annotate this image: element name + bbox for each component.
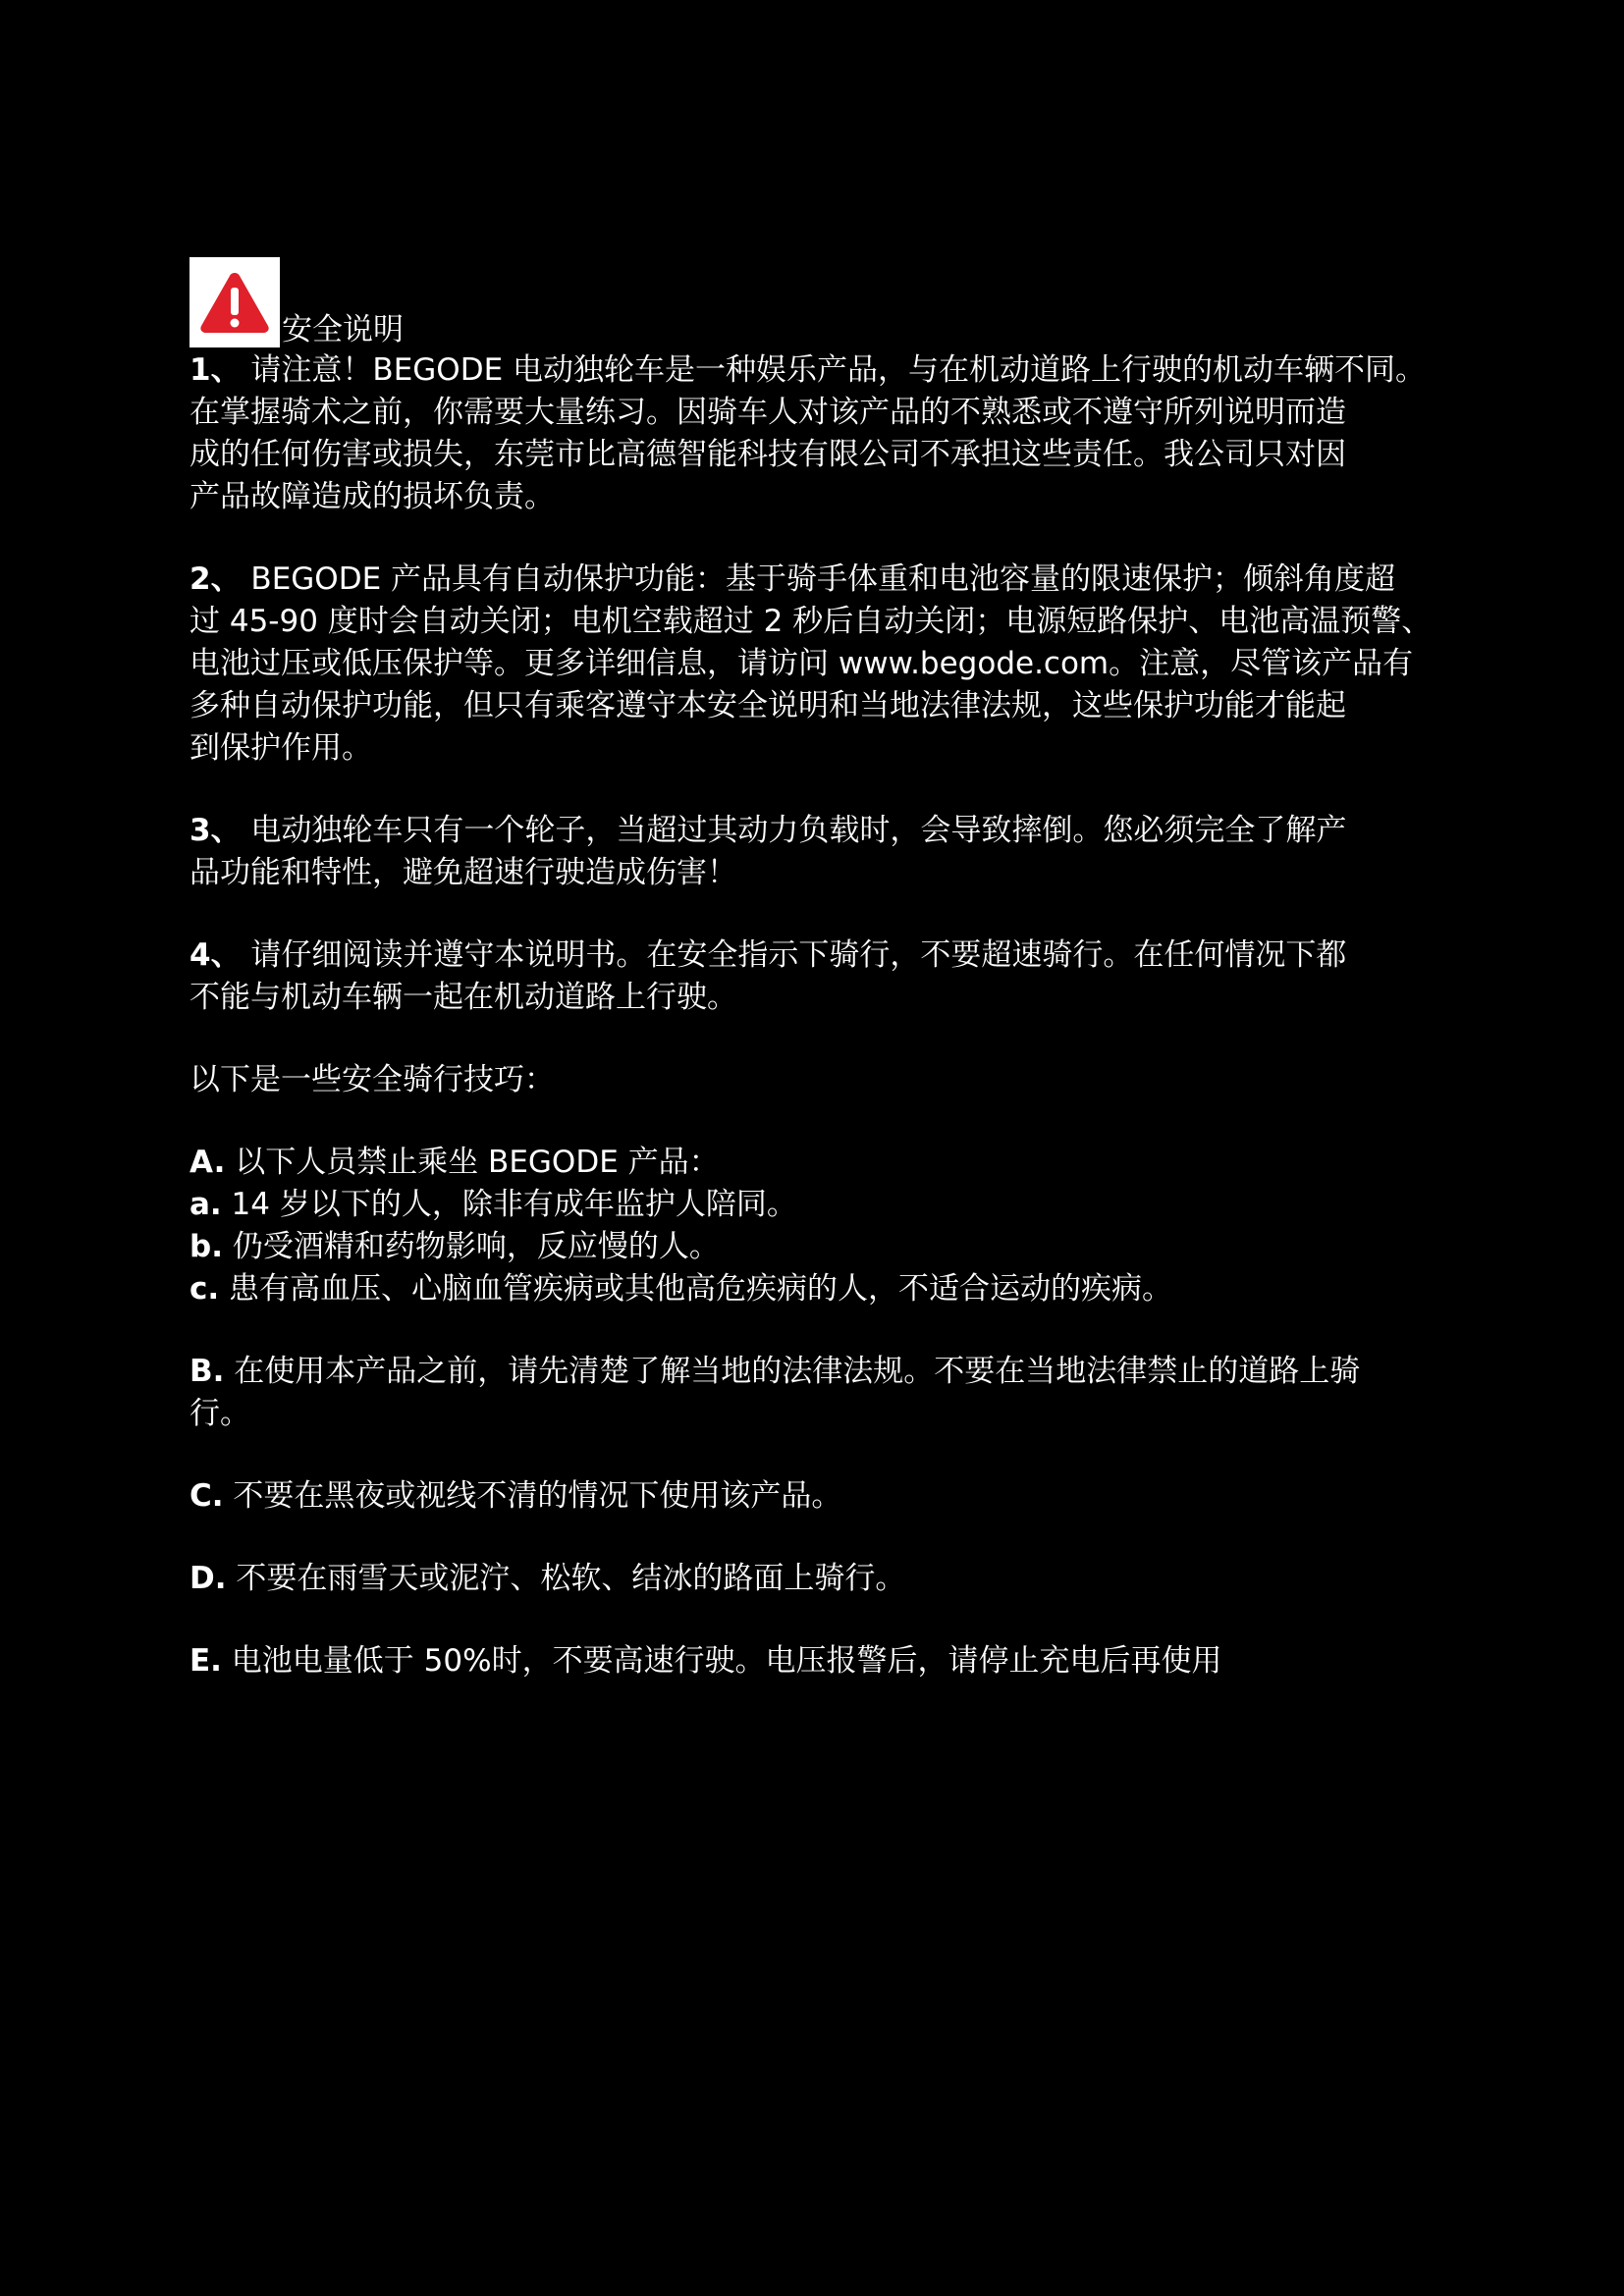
tip-text: 在使用本产品之前，请先清楚了解当地的法律法规。不要在当地法律禁止的道路上骑 [224,1354,1361,1389]
item-number: 3、 [189,813,242,848]
sub-tip-text: 仍受酒精和药物影响，反应慢的人。 [222,1229,720,1264]
tip-text: 不要在黑夜或视线不清的情况下使用该产品。 [223,1478,842,1514]
item-line: 在掌握骑术之前，你需要大量练习。因骑车人对该产品的不熟悉或不遵守所列说明而造 [189,395,1346,430]
item-line: BEGODE 产品具有自动保护功能：基于骑手体重和电池容量的限速保护；倾斜角度超 [241,561,1396,597]
tip-a [189,1142,1466,1310]
tip-text: 电池电量低于 50%时，不要高速行驶。电压报警后，请停止充电后再使用 [221,1643,1222,1679]
item-number: 2、 [189,561,242,597]
sub-tip-label: a. [189,1187,222,1222]
tip-label: A. [189,1145,226,1180]
item-line: 不能与机动车辆一起在机动道路上行驶。 [189,980,737,1015]
item-line: 到保护作用。 [189,730,372,766]
sub-tip-text: 患有高血压、心脑血管疾病或其他高危疾病的人，不适合运动的疾病。 [219,1271,1173,1307]
item-line: 成的任何伤害或损失，东莞市比高德智能科技有限公司不承担这些责任。我公司只对因 [189,437,1346,472]
tip-label: E. [189,1643,222,1679]
sub-tip-label: b. [189,1229,223,1264]
tip-c [189,1475,1466,1518]
item-3 [189,810,1466,894]
item-line: 多种自动保护功能，但只有乘客遵守本安全说明和当地法律法规，这些保护功能才能起 [189,688,1346,723]
page-title: 安全说明 [282,312,404,347]
item-line: 电池过压或低压保护等。更多详细信息，请访问 www.begode.com。注意，尽管该产品有 [189,646,1414,681]
tip-label: C. [189,1478,224,1514]
safety-heading [189,257,1466,347]
sub-tip-text: 14 岁以下的人，除非有成年监护人陪同。 [221,1187,797,1222]
item-line: 产品故障造成的损坏负责。 [189,479,555,514]
item-line: 电动独轮车只有一个轮子，当超过其动力负载时，会导致摔倒。您必须完全了解产 [241,813,1347,848]
tip-label: D. [189,1561,227,1596]
item-2 [189,559,1466,770]
warning-icon [189,257,280,347]
tip-d [189,1558,1466,1600]
item-line: 过 45-90 度时会自动关闭；电机空载超过 2 秒后自动关闭；电源短路保护、电池高温预警、 [189,604,1433,639]
document-page [189,257,1466,1682]
tip-label: B. [189,1354,225,1389]
tip-b [189,1351,1466,1435]
item-line: 请仔细阅读并遵守本说明书。在安全指示下骑行，不要超速骑行。在任何情况下都 [241,937,1347,973]
tip-e [189,1640,1466,1682]
item-line: 请注意！BEGODE 电动独轮车是一种娱乐产品，与在机动道路上行驶的机动车辆不同。 [241,352,1427,388]
item-line: 品功能和特性，避免超速行驶造成伤害！ [189,855,737,890]
item-number: 4、 [189,937,242,973]
tip-text: 不要在雨雪天或泥泞、松软、结冰的路面上骑行。 [226,1561,906,1596]
sub-tip-label: c. [189,1271,220,1307]
item-1 [189,349,1466,518]
item-4 [189,934,1466,1019]
item-number: 1、 [189,352,242,388]
tips-intro: 以下是一些安全骑行技巧： [189,1062,555,1097]
tip-text: 行。 [189,1396,250,1431]
tip-text: 以下人员禁止乘坐 BEGODE 产品： [225,1145,720,1180]
